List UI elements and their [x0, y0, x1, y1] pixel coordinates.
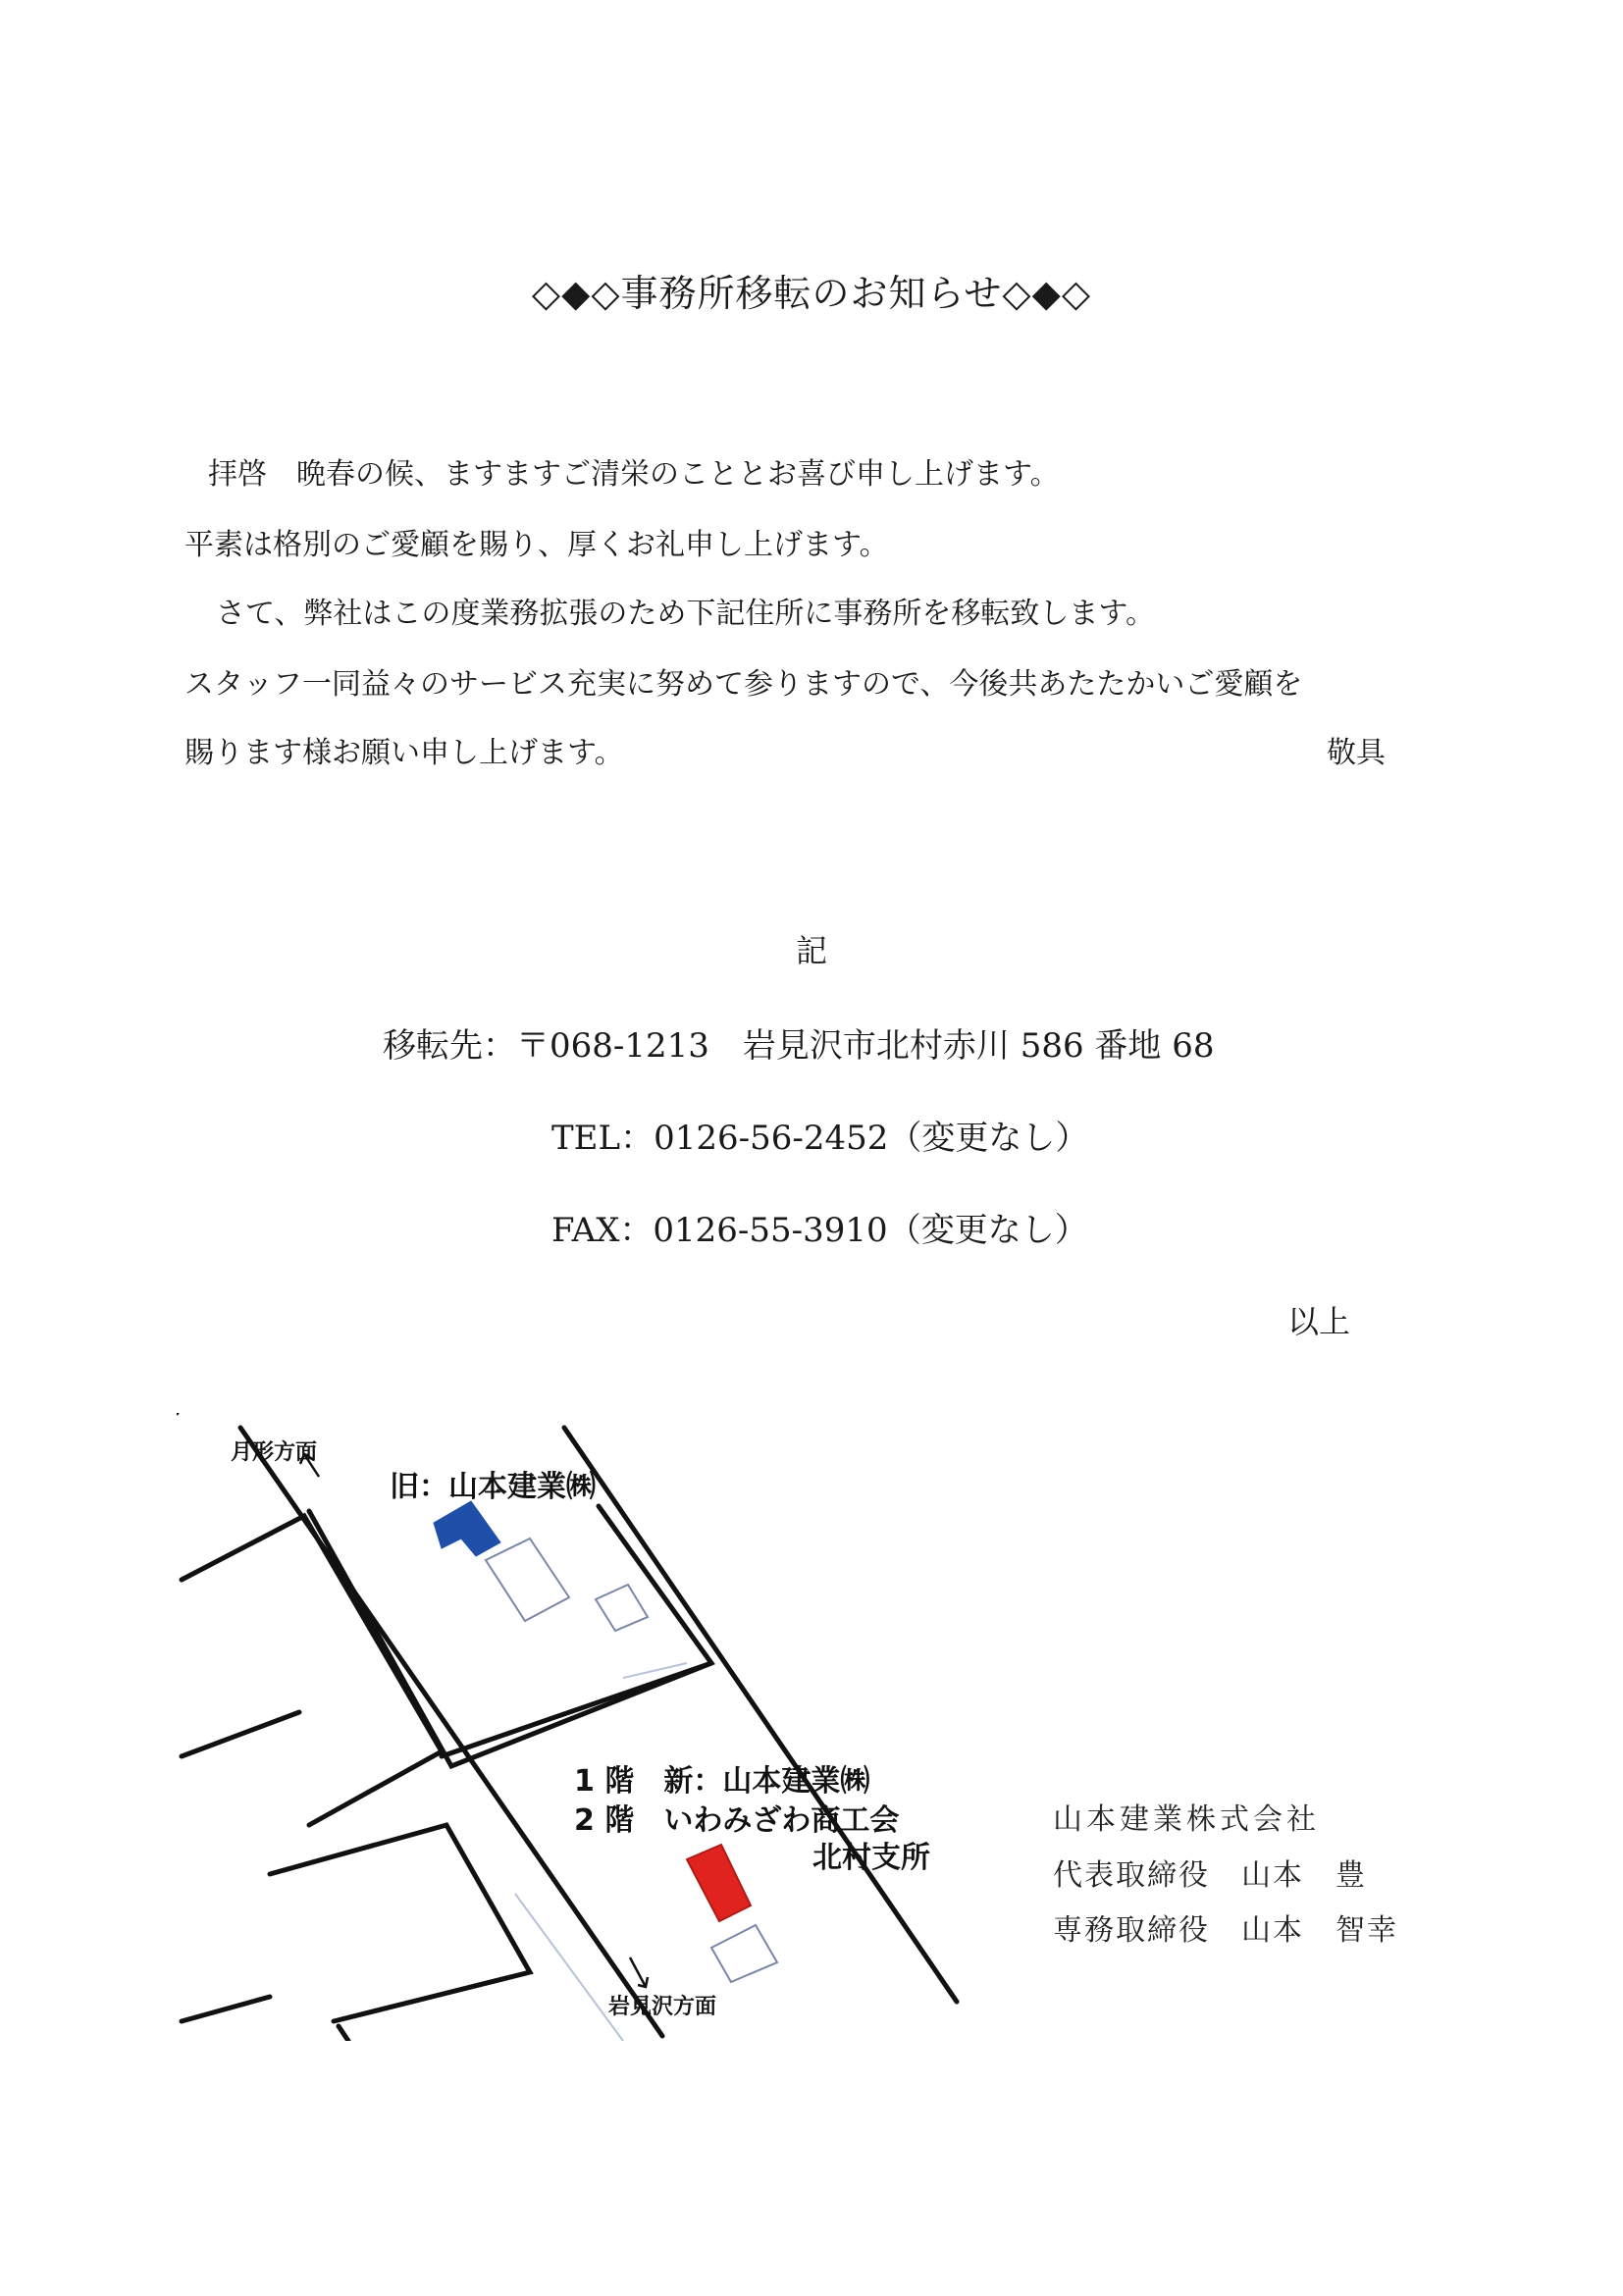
- building-outline-2: [596, 1585, 648, 1631]
- paragraph-thanks: 平素は格別のご愛顧を賜り、厚くお礼申し上げます。: [184, 528, 889, 562]
- notice-title: ◇◆◇事務所移転のお知らせ◇◆◇: [531, 272, 1092, 315]
- branch-label: 北村支所: [812, 1841, 930, 1875]
- road-left-mid: [182, 1712, 299, 1756]
- location-map: [177, 1413, 981, 2041]
- tel-number: TEL：0126-56-2452（変更なし）: [551, 1119, 1089, 1158]
- south-direction-label: 岩見沢方面: [608, 1995, 717, 2019]
- floor1-label: 1 階 新：山本建業㈱: [574, 1764, 870, 1799]
- main-road-right-edge: [564, 1428, 957, 2002]
- floor2-label: 2 階 いわみざわ商工会: [574, 1803, 900, 1838]
- old-office-label: 旧：山本建業㈱: [390, 1470, 596, 1504]
- paragraph-service: スタッフ一同益々のサービス充実に努めて参りますので、今後共あたたかいご愛顧を: [184, 667, 1303, 702]
- road-left-bottom: [182, 1997, 270, 2021]
- closing-keigu: 敬具: [1327, 736, 1386, 770]
- map-drawing: [177, 1413, 981, 2041]
- old-office-building: [434, 1501, 500, 1556]
- block-left-upper: [182, 1516, 442, 1825]
- company-representative: 代表取締役 山本 豊: [1053, 1858, 1367, 1893]
- paragraph-request: 賜ります様お願い申し上げます。: [184, 736, 624, 770]
- new-office-building: [687, 1845, 751, 1921]
- south-arrow-icon: [630, 1957, 646, 1987]
- cross-street: [442, 1663, 711, 1756]
- company-name: 山本建業株式会社: [1053, 1802, 1320, 1837]
- company-managing-director: 専務取締役 山本 智幸: [1053, 1913, 1398, 1948]
- paragraph-relocation: さて、弊社はこの度業務拡張のため下記住所に事務所を移転致します。: [216, 597, 1155, 631]
- north-direction-label: 月形方面: [231, 1440, 318, 1465]
- fax-number: FAX：0126-55-3910（変更なし）: [551, 1211, 1088, 1250]
- building-outline-3: [711, 1925, 777, 1982]
- block-old-site: [309, 1506, 711, 1766]
- ki-heading: 記: [795, 932, 827, 969]
- block-left-lower: [270, 1825, 530, 2021]
- new-address: 移転先：〒068-1213 岩見沢市北村赤川 586 番地 68: [383, 1026, 1215, 1066]
- ijou-end: 以上: [1287, 1303, 1351, 1340]
- paragraph-greeting: 拝啓 晩春の候、ますますご清栄のこととお喜び申し上げます。: [208, 457, 1060, 492]
- building-outline-1: [486, 1539, 569, 1621]
